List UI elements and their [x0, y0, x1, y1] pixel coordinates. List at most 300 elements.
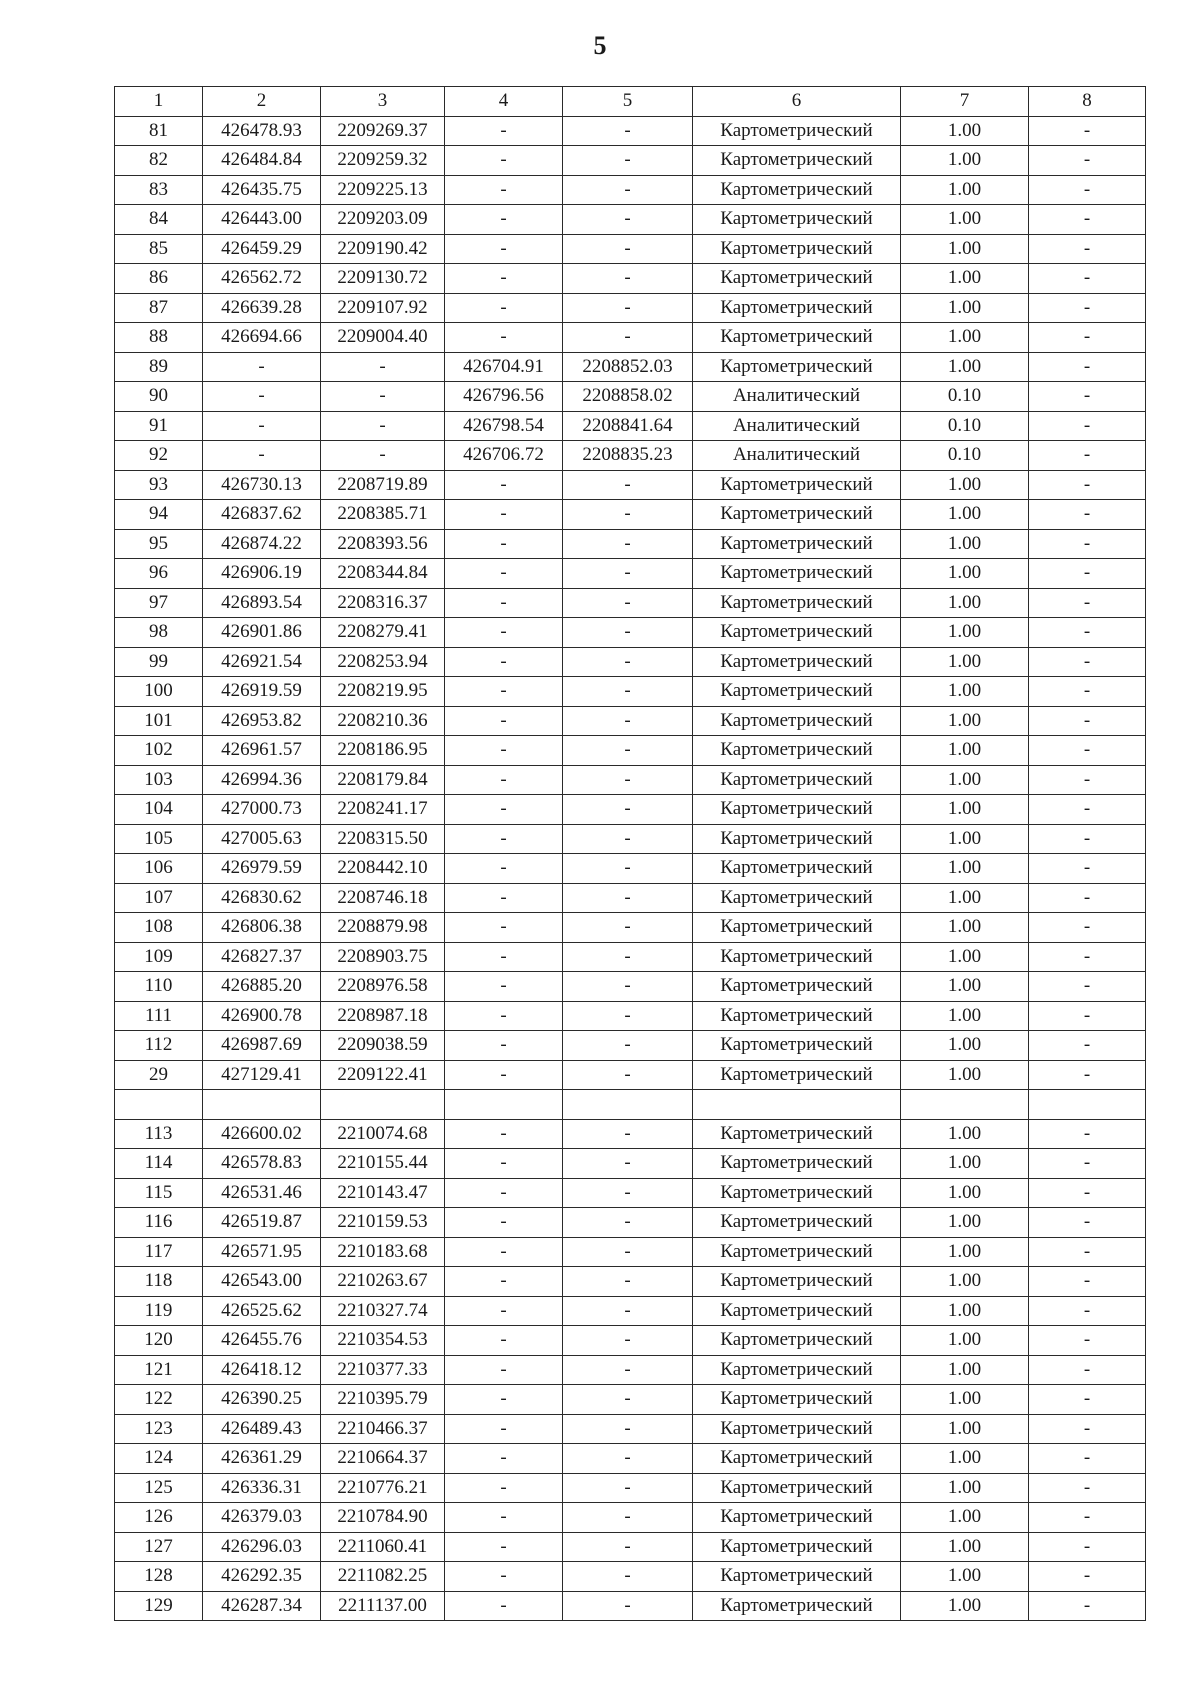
table-cell: - [563, 470, 693, 500]
table-row [115, 1031, 1146, 1061]
table-row [115, 1119, 1146, 1149]
table-cell [203, 1090, 321, 1120]
table-cell [445, 1090, 563, 1120]
table-cell: 2209225.13 [321, 175, 445, 205]
table-cell: 426478.93 [203, 116, 321, 146]
table-row [115, 411, 1146, 441]
table-cell: 426906.19 [203, 559, 321, 589]
table-cell [901, 1090, 1029, 1120]
table-cell: 1.00 [901, 1001, 1029, 1031]
table-cell: 426994.36 [203, 765, 321, 795]
table-row [115, 559, 1146, 589]
table-cell: - [445, 1119, 563, 1149]
table-cell: Картометрический [693, 1237, 901, 1267]
table-cell: 1.00 [901, 1591, 1029, 1621]
table-cell: - [445, 146, 563, 176]
table-cell: 1.00 [901, 146, 1029, 176]
table-cell: 1.00 [901, 1149, 1029, 1179]
table-cell: 129 [115, 1591, 203, 1621]
table-row [115, 1237, 1146, 1267]
table-cell: 81 [115, 116, 203, 146]
table-cell: Картометрический [693, 883, 901, 913]
table-cell: 1.00 [901, 1296, 1029, 1326]
table-row [115, 854, 1146, 884]
table-cell: 1.00 [901, 293, 1029, 323]
table-cell: 2208279.41 [321, 618, 445, 648]
table-cell: - [445, 205, 563, 235]
table-cell: 97 [115, 588, 203, 618]
table-cell: 2209107.92 [321, 293, 445, 323]
table-row [115, 618, 1146, 648]
table-cell: - [1029, 470, 1146, 500]
table-cell: 2210776.21 [321, 1473, 445, 1503]
table-cell: Картометрический [693, 116, 901, 146]
table-cell: - [445, 647, 563, 677]
table-cell: 2208835.23 [563, 441, 693, 471]
table-cell: - [563, 706, 693, 736]
table-cell: - [563, 234, 693, 264]
table-cell: - [563, 293, 693, 323]
table-cell: 426919.59 [203, 677, 321, 707]
table-row [115, 323, 1146, 353]
table-row [115, 1001, 1146, 1031]
table-cell: 2208210.36 [321, 706, 445, 736]
table-cell: 2208858.02 [563, 382, 693, 412]
table-cell: 121 [115, 1355, 203, 1385]
table-cell: - [445, 1591, 563, 1621]
table-cell: - [1029, 1562, 1146, 1592]
table-cell [1029, 1090, 1146, 1120]
table-row [115, 1591, 1146, 1621]
table-cell: Картометрический [693, 529, 901, 559]
table-cell: Картометрический [693, 470, 901, 500]
table-cell: 427005.63 [203, 824, 321, 854]
table-cell: 1.00 [901, 795, 1029, 825]
table-row [115, 1326, 1146, 1356]
table-row [115, 1385, 1146, 1415]
table-cell: Картометрический [693, 1562, 901, 1592]
table-cell: 2210159.53 [321, 1208, 445, 1238]
table-cell: - [1029, 1001, 1146, 1031]
table-cell: - [563, 795, 693, 825]
table-cell: 426830.62 [203, 883, 321, 913]
table-cell: Картометрический [693, 146, 901, 176]
table-cell: 100 [115, 677, 203, 707]
table-cell: Картометрический [693, 1060, 901, 1090]
table-cell: - [563, 677, 693, 707]
table-cell: 426578.83 [203, 1149, 321, 1179]
table-cell: - [445, 1444, 563, 1474]
table-row [115, 175, 1146, 205]
table-row [115, 1532, 1146, 1562]
table-cell: 2210183.68 [321, 1237, 445, 1267]
column-number-header: 4 [445, 87, 563, 117]
table-cell: 426489.43 [203, 1414, 321, 1444]
table-cell: 426287.34 [203, 1591, 321, 1621]
table-cell: 426979.59 [203, 854, 321, 884]
table-cell: - [1029, 1060, 1146, 1090]
table-cell: - [563, 1119, 693, 1149]
table-cell: - [563, 1562, 693, 1592]
table-cell: - [445, 529, 563, 559]
table-cell: 2208852.03 [563, 352, 693, 382]
table-cell: - [445, 765, 563, 795]
table-row [115, 205, 1146, 235]
table-cell: 1.00 [901, 706, 1029, 736]
table-cell: - [445, 1473, 563, 1503]
table-cell: 84 [115, 205, 203, 235]
table-cell: - [563, 1414, 693, 1444]
table-cell: 426455.76 [203, 1326, 321, 1356]
table-cell: - [445, 913, 563, 943]
table-cell: Картометрический [693, 736, 901, 766]
table-cell: 1.00 [901, 470, 1029, 500]
table-cell: - [1029, 588, 1146, 618]
table-cell: 108 [115, 913, 203, 943]
table-cell: 426837.62 [203, 500, 321, 530]
table-cell: - [1029, 824, 1146, 854]
column-number-header: 3 [321, 87, 445, 117]
table-cell: - [563, 1267, 693, 1297]
table-cell: - [1029, 1503, 1146, 1533]
table-cell: - [1029, 323, 1146, 353]
table-cell: - [563, 500, 693, 530]
column-number-header: 1 [115, 87, 203, 117]
table-cell: - [1029, 677, 1146, 707]
table-cell: 126 [115, 1503, 203, 1533]
table-cell: 128 [115, 1562, 203, 1592]
table-row [115, 942, 1146, 972]
table-cell: - [1029, 1237, 1146, 1267]
table-cell: 2208987.18 [321, 1001, 445, 1031]
table-cell: - [445, 618, 563, 648]
table-cell: - [1029, 234, 1146, 264]
table-cell: 1.00 [901, 913, 1029, 943]
table-cell: 426961.57 [203, 736, 321, 766]
table-cell: - [445, 1326, 563, 1356]
table-cell: 104 [115, 795, 203, 825]
table-cell: 426900.78 [203, 1001, 321, 1031]
table-cell: 1.00 [901, 352, 1029, 382]
table-cell: 1.00 [901, 765, 1029, 795]
table-cell: 426435.75 [203, 175, 321, 205]
table-cell: - [563, 146, 693, 176]
table-cell: 1.00 [901, 854, 1029, 884]
table-cell: Картометрический [693, 559, 901, 589]
table-cell: - [1029, 913, 1146, 943]
table-row [115, 1296, 1146, 1326]
table-cell: - [1029, 1414, 1146, 1444]
table-cell: 2210784.90 [321, 1503, 445, 1533]
table-row [115, 677, 1146, 707]
table-cell: - [321, 411, 445, 441]
table-cell: 427129.41 [203, 1060, 321, 1090]
table-cell: 2210354.53 [321, 1326, 445, 1356]
table-cell: - [445, 1562, 563, 1592]
table-cell: - [1029, 205, 1146, 235]
table-cell: - [563, 1355, 693, 1385]
table-cell: 426987.69 [203, 1031, 321, 1061]
table-cell: 125 [115, 1473, 203, 1503]
table-cell: Картометрический [693, 264, 901, 294]
table-cell: 115 [115, 1178, 203, 1208]
table-cell: Картометрический [693, 1296, 901, 1326]
table-cell: 92 [115, 441, 203, 471]
table-cell: 2208179.84 [321, 765, 445, 795]
table-cell: Картометрический [693, 1326, 901, 1356]
table-cell: - [445, 1178, 563, 1208]
table-cell: 426531.46 [203, 1178, 321, 1208]
table-cell: 1.00 [901, 1178, 1029, 1208]
table-cell: - [563, 1532, 693, 1562]
table-cell: - [445, 942, 563, 972]
table-cell: 426874.22 [203, 529, 321, 559]
table-cell: 2209190.42 [321, 234, 445, 264]
table-cell: 127 [115, 1532, 203, 1562]
table-cell: - [1029, 441, 1146, 471]
table-cell: 29 [115, 1060, 203, 1090]
table-row [115, 1414, 1146, 1444]
table-row [115, 913, 1146, 943]
table-cell: 1.00 [901, 1267, 1029, 1297]
table-cell: - [445, 1060, 563, 1090]
table-cell: 120 [115, 1326, 203, 1356]
table-cell: 426704.91 [445, 352, 563, 382]
table-cell: 1.00 [901, 323, 1029, 353]
table-cell: 93 [115, 470, 203, 500]
table-cell: Картометрический [693, 824, 901, 854]
table-cell: Картометрический [693, 323, 901, 353]
table-cell: 0.10 [901, 411, 1029, 441]
table-cell: Картометрический [693, 1001, 901, 1031]
table-cell: - [563, 1060, 693, 1090]
table-cell: 2208841.64 [563, 411, 693, 441]
table-cell: - [563, 1208, 693, 1238]
table-row [115, 736, 1146, 766]
table-cell: 110 [115, 972, 203, 1002]
table-cell: 1.00 [901, 264, 1029, 294]
table-cell: - [445, 1149, 563, 1179]
table-cell: 1.00 [901, 618, 1029, 648]
table-cell: Картометрический [693, 647, 901, 677]
table-cell: Аналитический [693, 382, 901, 412]
table-cell: 1.00 [901, 1355, 1029, 1385]
table-cell: - [1029, 1296, 1146, 1326]
table-cell: 124 [115, 1444, 203, 1474]
table-cell: 1.00 [901, 1119, 1029, 1149]
table-cell: Картометрический [693, 1532, 901, 1562]
table-cell: Картометрический [693, 1031, 901, 1061]
table-cell: Картометрический [693, 175, 901, 205]
table-cell: - [445, 588, 563, 618]
table-cell: Картометрический [693, 765, 901, 795]
table-cell: 85 [115, 234, 203, 264]
table-cell: - [1029, 706, 1146, 736]
table-cell: 2208253.94 [321, 647, 445, 677]
table-row [115, 824, 1146, 854]
table-cell: 2208393.56 [321, 529, 445, 559]
table-cell: 109 [115, 942, 203, 972]
table-cell [563, 1090, 693, 1120]
table-cell: 426459.29 [203, 234, 321, 264]
table-cell: - [1029, 1532, 1146, 1562]
table-cell: 95 [115, 529, 203, 559]
table-row [115, 1473, 1146, 1503]
table-cell: 426562.72 [203, 264, 321, 294]
table-row [115, 293, 1146, 323]
table-cell: - [1029, 972, 1146, 1002]
table-cell: 2209038.59 [321, 1031, 445, 1061]
table-row [115, 883, 1146, 913]
table-cell: 2209122.41 [321, 1060, 445, 1090]
table-row [115, 1060, 1146, 1090]
table-cell: 2210395.79 [321, 1385, 445, 1415]
table-cell: 426639.28 [203, 293, 321, 323]
table-cell: 90 [115, 382, 203, 412]
table-separator-row [115, 1090, 1146, 1120]
table-cell [321, 1090, 445, 1120]
table-cell: 94 [115, 500, 203, 530]
table-cell: 2210143.47 [321, 1178, 445, 1208]
table-cell [115, 1090, 203, 1120]
table-cell: - [203, 382, 321, 412]
table-cell: 426953.82 [203, 706, 321, 736]
page-number: 5 [593, 31, 607, 60]
table-cell: - [563, 824, 693, 854]
table-cell: - [1029, 411, 1146, 441]
table-cell: - [445, 470, 563, 500]
table-cell: 2208344.84 [321, 559, 445, 589]
table-cell: - [445, 795, 563, 825]
table-cell: - [563, 559, 693, 589]
table-cell: - [563, 264, 693, 294]
table-cell: - [445, 500, 563, 530]
table-cell: - [1029, 1385, 1146, 1415]
table-cell: - [1029, 500, 1146, 530]
table-cell: - [445, 264, 563, 294]
table-cell: 1.00 [901, 1385, 1029, 1415]
table-cell: - [1029, 146, 1146, 176]
table-cell: 114 [115, 1149, 203, 1179]
table-cell: Картометрический [693, 677, 901, 707]
table-row [115, 1355, 1146, 1385]
table-cell: - [1029, 382, 1146, 412]
table-cell: - [563, 1178, 693, 1208]
table-cell: 2210263.67 [321, 1267, 445, 1297]
table-cell: - [1029, 1149, 1146, 1179]
table-cell: 2208976.58 [321, 972, 445, 1002]
table-cell: 1.00 [901, 175, 1029, 205]
table-cell: 2208315.50 [321, 824, 445, 854]
table-cell: - [1029, 1208, 1146, 1238]
table-cell: 1.00 [901, 1060, 1029, 1090]
table-cell: - [1029, 1591, 1146, 1621]
table-header-row [115, 87, 1146, 117]
table-cell: 426390.25 [203, 1385, 321, 1415]
table-cell: - [1029, 1444, 1146, 1474]
table-cell: 117 [115, 1237, 203, 1267]
table-cell: 2210155.44 [321, 1149, 445, 1179]
table-cell: - [1029, 352, 1146, 382]
table-cell: - [563, 588, 693, 618]
table-cell: - [445, 323, 563, 353]
table-cell: Картометрический [693, 234, 901, 264]
table-cell: 426901.86 [203, 618, 321, 648]
table-cell: 101 [115, 706, 203, 736]
table-row [115, 116, 1146, 146]
table-cell: - [445, 736, 563, 766]
table-cell: 2209203.09 [321, 205, 445, 235]
table-cell: 426296.03 [203, 1532, 321, 1562]
table-cell: - [563, 883, 693, 913]
table-row [115, 146, 1146, 176]
table-cell: 2210074.68 [321, 1119, 445, 1149]
table-cell: - [203, 441, 321, 471]
table-row [115, 1178, 1146, 1208]
table-cell: 2208903.75 [321, 942, 445, 972]
table-cell: 426292.35 [203, 1562, 321, 1592]
table-cell: Картометрический [693, 942, 901, 972]
table-cell: 2209269.37 [321, 116, 445, 146]
coordinates-table [114, 86, 1146, 1621]
table-cell: 426694.66 [203, 323, 321, 353]
table-cell: 426921.54 [203, 647, 321, 677]
table-row [115, 706, 1146, 736]
column-number-header: 7 [901, 87, 1029, 117]
table-cell: 426336.31 [203, 1473, 321, 1503]
table-cell: 426525.62 [203, 1296, 321, 1326]
column-number-header: 6 [693, 87, 901, 117]
table-row [115, 382, 1146, 412]
table-cell: Картометрический [693, 1355, 901, 1385]
table-cell: 2209259.32 [321, 146, 445, 176]
table-cell: 107 [115, 883, 203, 913]
table-cell: 2208746.18 [321, 883, 445, 913]
table-cell: - [203, 352, 321, 382]
table-cell: - [563, 1237, 693, 1267]
table-cell: - [445, 1355, 563, 1385]
table-cell: - [1029, 175, 1146, 205]
table-cell: 426443.00 [203, 205, 321, 235]
table-row [115, 588, 1146, 618]
table-cell: 87 [115, 293, 203, 323]
table-cell: 426827.37 [203, 942, 321, 972]
table-cell: - [1029, 1119, 1146, 1149]
table-cell: Картометрический [693, 1178, 901, 1208]
table-cell: Картометрический [693, 1414, 901, 1444]
table-body [115, 87, 1146, 1621]
table-row [115, 647, 1146, 677]
table-row [115, 1503, 1146, 1533]
table-cell: 2208241.17 [321, 795, 445, 825]
table-cell: 2208879.98 [321, 913, 445, 943]
table-cell: 1.00 [901, 883, 1029, 913]
table-cell: - [445, 1267, 563, 1297]
table-cell: Картометрический [693, 293, 901, 323]
table-cell: 1.00 [901, 1031, 1029, 1061]
table-cell: - [1029, 529, 1146, 559]
table-cell: - [1029, 795, 1146, 825]
table-cell: Картометрический [693, 1208, 901, 1238]
table-cell: Картометрический [693, 352, 901, 382]
table-cell: 88 [115, 323, 203, 353]
table-cell: 82 [115, 146, 203, 176]
table-cell: Картометрический [693, 706, 901, 736]
table-cell: 2210327.74 [321, 1296, 445, 1326]
table-cell: 1.00 [901, 1414, 1029, 1444]
table-cell: 2210377.33 [321, 1355, 445, 1385]
table-cell: - [563, 618, 693, 648]
